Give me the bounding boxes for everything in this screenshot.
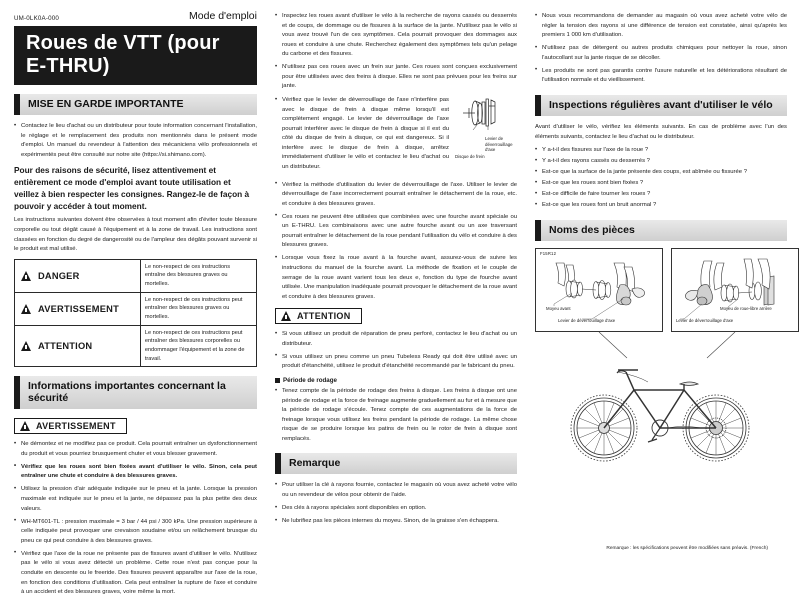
severity-level-description: Le non-respect de ces instructions peut entraîner des blessures corporelles ou endommager l'équipement et la zone de travail. <box>140 325 256 367</box>
warning-bullet-figure <box>275 96 517 173</box>
warning-badge <box>14 418 127 434</box>
table-row <box>15 292 257 325</box>
list-item: • Vérifiez que l'axe de la roue ne présente pas de fissures avant d'utiliser le vélo. N'utilisez pas le vélo si vous avez détecté un problème. Cette roue n'est pas conçue pour la conduite en descente ou le freeride. Des fissures peuvent apparaître sur l'axe de la roue, en fonction des conditions d'utilisation. Cela peut entraîner la rupture de l'axe et conduire à un accident et des blessures graves, voire même la mort. <box>14 550 257 598</box>
severity-levels-table <box>14 259 257 368</box>
section-header-mise-en-garde: MISE EN GARDE IMPORTANTE <box>14 94 257 115</box>
list-item: • Pour utiliser la clé à rayons fournie, contactez le magasin où vous avez acheté votre vélo ou un revendeur de vélos pour obtenir de l'aide. <box>275 481 517 500</box>
list-item: • Des clés à rayons spéciales sont disponibles en option. <box>275 504 517 514</box>
rodage-bullet-list <box>275 387 517 444</box>
list-item: • Nous vous recommandons de demander au magasin où vous avez acheté votre vélo de régler la tension des rayons si une différence de tension est constatée, ainsi qu'après les premiers 1 000 km d'utilisation. <box>535 12 787 41</box>
section-header-remarque: Remarque <box>275 453 517 474</box>
column-left <box>6 8 266 596</box>
list-item: • Contactez le lieu d'achat ou un distributeur pour toute information concernant l'installation, le réglage et le remplacement des produits non mentionnés dans le présent mode d'emploi. Un manuel du revendeur à l'attention des mécaniciens vélo professionnels et expérimentés peut être consulté sur notre site (https://si.shimano.com). <box>14 122 257 160</box>
list-item: • Tenez compte de la période de rodage des freins à disque. Les freins à disque ont une période de rodage et la force de freinage augmente graduellement au fur et à mesure que la période de rodage s'écoule. Tenez compte de ces augmentations de la force de freinage lorsque vous utilisez les freins pendant la période de rodage. La même chose risque de se produire lorsque les patins de frein ou le rotor de frein à disque sont remplacés. <box>275 387 517 444</box>
list-item: • Si vous utilisez un produit de réparation de pneu perforé, contactez le lieu d'achat ou un distributeur. <box>275 330 517 349</box>
section-header-securite: Informations importantes concernant la sécurité <box>14 376 257 409</box>
safety-intro-paragraph: Les instructions suivantes doivent être observées à tout moment afin d'éviter toute blessure corporelle ou tout dégât causé à l'équipement et à la zone de travail. Les instructions sont classées en fonction du degré de dangerosité ou de l'ampleur des dégâts pouvant survenir si le produit est mal utilisé. <box>14 217 257 253</box>
subheading-rodage <box>275 377 517 384</box>
warning-triangle-icon <box>20 421 30 431</box>
rear-hub-label: Moyeu de roue-libre arrière <box>720 305 772 311</box>
front-lever-label: Levier de déverrouillage d'axe <box>558 317 616 323</box>
safety-lead-paragraph: Pour des raisons de sécurité, lisez attentivement et entièrement ce mode d'emploi avant toute utilisation et veillez à bien respecter les consignes. Rangez-le de façon à pouvoir y accéder à tout moment. <box>14 165 250 211</box>
warning-bullet-list-rest <box>275 181 517 303</box>
severity-level-description: Le non-respect de ces instructions entraîne des blessures graves ou mortelles. <box>140 259 256 292</box>
bicycle-illustration-wrap <box>535 358 787 473</box>
rear-hub-detail-box <box>671 248 799 332</box>
figure-label-lever: Levier de déverrouillage d'axe <box>485 136 513 153</box>
square-bullet-icon <box>275 378 280 383</box>
list-item: • Vérifiez que les roues sont bien fixées avant d'utiliser le vélo. Sinon, cela peut entraîner une chute et conduire à des blessures graves. <box>14 463 257 482</box>
warning-bullet-list <box>14 440 257 597</box>
inspection-checklist <box>535 146 787 211</box>
list-item: • Ne démontez et ne modifiez pas ce produit. Cela pourrait entraîner un dysfonctionnement du produit et vous pourriez brusquement chuter et vous blesser gravement. <box>14 440 257 459</box>
status-badge: ATTENTION <box>296 311 351 322</box>
list-item: • Ces roues ne peuvent être utilisées que combinées avec une fourche avant spéciale ou un E-THRU. Les combinaisons avec une autre fourche avant ou un axe traversant pourrait entraîner le détachement de la roue pendant l'utilisation du vélo et conduire à des blessures graves. <box>275 213 517 251</box>
maintenance-bullet-list <box>535 12 787 86</box>
list-item: • Ne lubrifiez pas les pièces internes du moyeu. Sinon, de la graisse s'en échappera. <box>275 517 517 527</box>
list-item: • Lorsque vous fixez la roue avant à la fourche avant, assurez-vous de suivre les instructions du manuel de la fourche avant. La méthode de fixation et le couple de serrage de la roue avant varient tous les deux e, fonction du type de fourche avant utilisée. Une manipulation inadéquate pourrait provoquer le détachement de la roue avant et conduire à des blessures graves. <box>275 254 517 302</box>
status-badge: AVERTISSEMENT <box>36 421 116 432</box>
severity-level-cell <box>15 292 141 325</box>
list-item: • Y a-t-il des fissures sur l'axe de la roue ? <box>535 146 787 156</box>
warning-bullet-list-top <box>275 12 517 92</box>
list-item: • N'utilisez pas de détergent ou autres produits chimiques pour nettoyer la roue, sinon l'autocollant sur la jante risque de se décoller. <box>535 44 787 63</box>
warning-triangle-icon <box>281 311 291 321</box>
figure-label-rotor: Disque de frein <box>455 154 485 160</box>
severity-level-name: AVERTISSEMENT <box>38 303 119 314</box>
front-hub-code: F15R12 <box>540 250 557 256</box>
list-item: • Est-ce que les roues font un bruit anormal ? <box>535 201 787 211</box>
list-item: • Vérifiez que le levier de déverrouillage de l'axe n'interfère pas avec le disque de frein à disque même lorsqu'il est complètement engagé. Le levier de déverrouillage de l'axe pourrait interférer avec le disque de frein à disque si il est du côté du disque de frein à disque, ce qui est dangereux. Si il interfère avec le disque de frein à disque, arrêtez immédiatement d'utiliser le vélo et contactez le lieu d'achat ou un distributeur. <box>275 96 517 173</box>
severity-level-name: DANGER <box>38 270 80 281</box>
severity-level-name: ATTENTION <box>38 340 93 351</box>
bicycle-illustration <box>556 358 766 468</box>
list-item: • WH-MT601-TL : pression maximale = 3 bar / 44 psi / 300 kPa. Une pression supérieure à celle indiquée peut provoquer une crevaison soudaine et/ou un relâchement brusque du pneu ce qui peut conduire à des blessures graves. <box>14 518 257 547</box>
inspection-intro-paragraph: Avant d'utiliser le vélo, vérifiez les éléments suivants. En cas de problème avec l'un des éléments suivants, contactez le lieu d'achat ou le distributeur. <box>535 123 787 140</box>
column-right <box>526 8 796 548</box>
intro-bullet-list <box>14 122 257 160</box>
document-header <box>14 10 257 22</box>
front-hub-detail-box <box>535 248 663 332</box>
list-item: • Est-ce que la surface de la jante présente des coups, est abîmée ou fissurée ? <box>535 168 787 178</box>
list-item: • Est-ce difficile de faire tourner les roues ? <box>535 190 787 200</box>
page-title: Roues de VTT (pour E-THRU) <box>14 26 257 85</box>
severity-level-cell <box>15 325 141 367</box>
table-row <box>15 259 257 292</box>
caution-bullet-list <box>275 330 517 372</box>
column-middle <box>266 8 526 548</box>
rear-lever-label: Levier de déverrouillage d'axe <box>676 317 734 323</box>
warning-triangle-icon <box>21 271 31 281</box>
table-row <box>15 325 257 367</box>
severity-level-cell <box>15 259 141 292</box>
document-type-label: Mode d'emploi <box>189 10 257 22</box>
section-header-noms-des-pieces: Noms des pièces <box>535 220 787 241</box>
document-number: UM-0LK0A-000 <box>14 15 60 22</box>
list-item: • Vérifiez la méthode d'utilisation du levier de déverrouillage de l'axe. Utiliser le levier de déverrouillage de l'axe incorrectement pourrait entraîner le détachement de la roue, etc. et conduire à des blessures graves. <box>275 181 517 210</box>
severity-level-description: Le non-respect de ces instructions peut entraîner des blessures graves ou mortelles. <box>140 292 256 325</box>
remark-bullet-list <box>275 481 517 526</box>
list-item: • N'utilisez pas ces roues avec un frein sur jante. Ces roues sont conçues exclusivement pour être utilisées avec des freins à disque. Elles ne sont pas prévues pour les freins sur jante. <box>275 63 517 92</box>
list-item: • Inspectez les roues avant d'utiliser le vélo à la recherche de rayons cassés ou desserrés et de coups, de dommage ou de fissures à la surface de la jante. N'utilisez pas le vélo si vous avez trouvé l'un de ces symptômes. Cela pourrait provoquer des dommages aux roues et conduire à une chute. Recherchez également des symptômes tels qu'un pelage du carbone et des fissures. <box>275 12 517 60</box>
list-item: • Utilisez la pression d'air adéquate indiquée sur le pneu et la jante. Lorsque la pression maximale est indiquée sur le pneu et la jante, ne dépassez pas la plus petite des deux valeurs. <box>14 485 257 514</box>
list-item: • Y a-t-il des rayons cassés ou desserrés ? <box>535 157 787 167</box>
list-item: • Si vous utilisez un pneu comme un pneu Tubeless Ready qui doit être utilisé avec un produit d'étanchéité, utilisez le produit d'étanchéité recommandé par le fabricant du pneu. <box>275 353 517 372</box>
callout-leader-lines <box>535 332 799 360</box>
warning-triangle-icon <box>21 341 31 351</box>
front-hub-label: Moyeu avant <box>546 305 571 311</box>
list-item: • Les produits ne sont pas garantis contre l'usure naturelle et les détériorations résultant de l'utilisation normale et du vieillissement. <box>535 67 787 86</box>
detail-callout-row <box>535 248 787 332</box>
section-header-inspections: Inspections régulières avant d'utiliser le vélo <box>535 95 787 116</box>
subheading-label: Période de rodage <box>282 377 337 384</box>
warning-triangle-icon <box>21 304 31 314</box>
parts-diagram <box>535 248 787 473</box>
caution-badge <box>275 308 362 324</box>
list-item: • Est-ce que les roues sont bien fixées ? <box>535 179 787 189</box>
footer-note: Remarque : les spécifications peuvent être modifiées sans préavis. (French) <box>606 546 768 551</box>
